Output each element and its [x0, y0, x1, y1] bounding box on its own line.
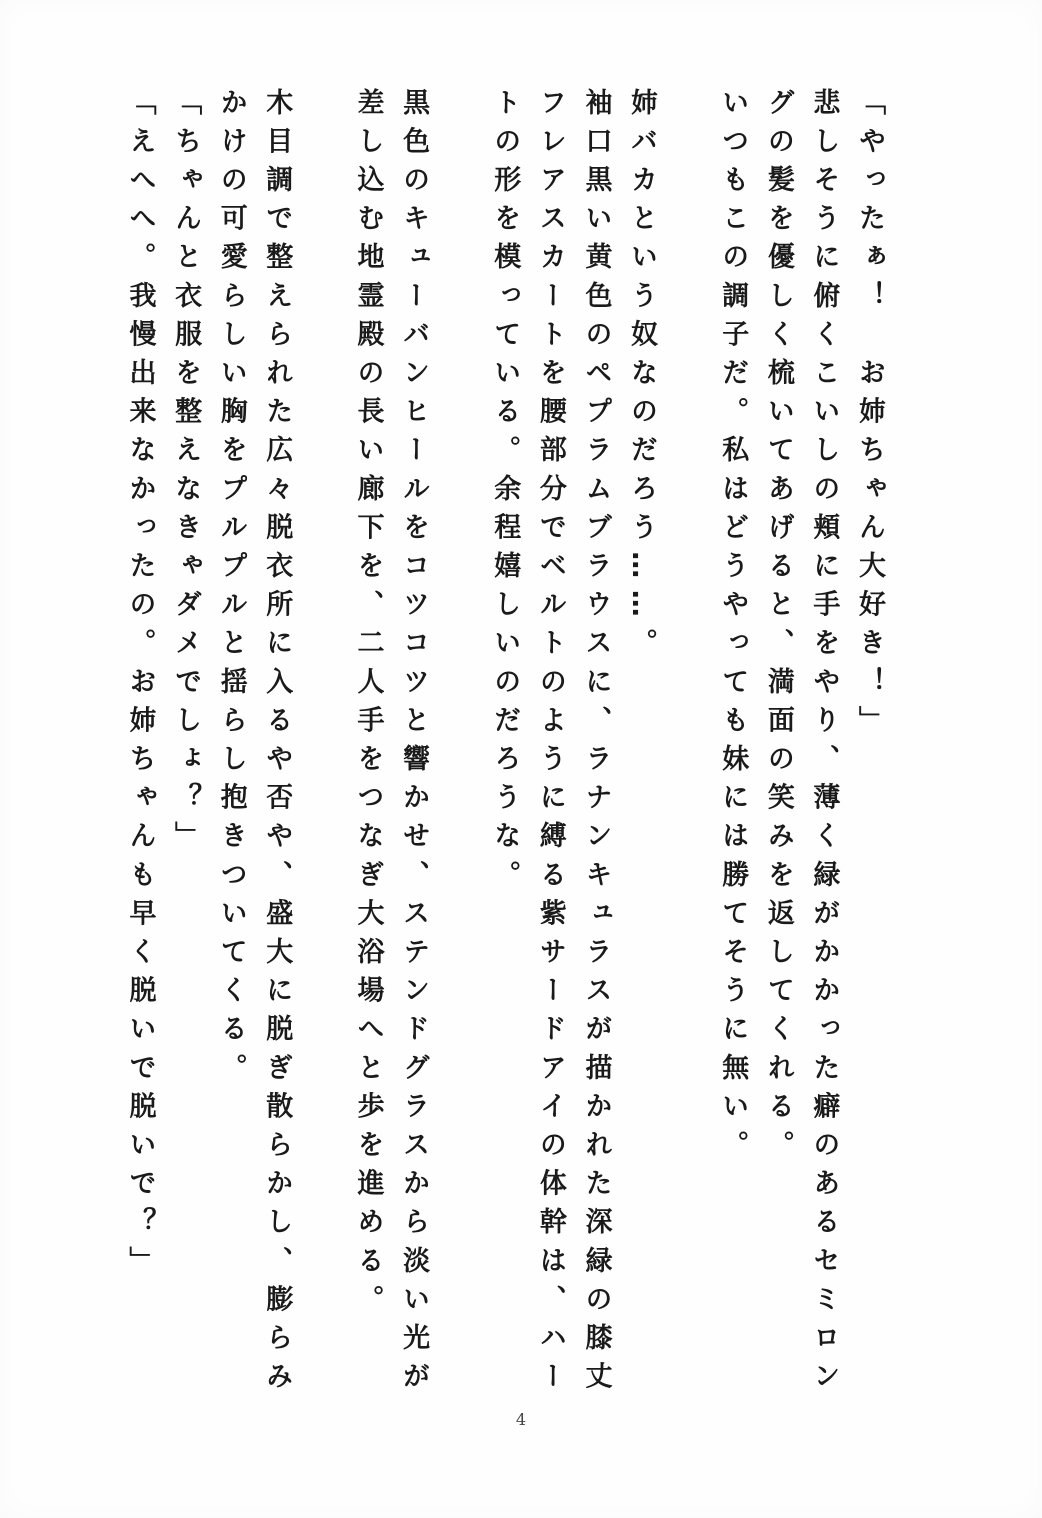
vertical-text-body	[117, 88, 892, 1418]
paragraph-7: 木目調で整えられた広々脱衣所に入るや否や、盛大に脱ぎ散らかし、膨らみかけの可愛らしい胸をプルプルと揺らし抱きついてくる。	[215, 88, 293, 1401]
page-number: 4	[515, 1410, 527, 1429]
paragraph-8: 「ちゃんと衣服を整えなきゃダメでしょ？」	[170, 88, 202, 860]
paragraph-5: 袖口黒い黄色のペプラムブラウスに、ラナンキュラスが描かれた深緑の膝丈フレアスカートを腰部分でベルトのように縛る紫サードアイの体幹は、ハートの形を模っている。余程嬉しいのだろうな。	[489, 88, 612, 1401]
paragraph-9: 「えへへ。我慢出来なかったの。お姉ちゃんも早く脱いで脱いで？」	[124, 88, 156, 1285]
paragraph-1: 「やったぁ！ お姉ちゃん大好き！」	[854, 88, 885, 745]
paragraph-3: いつもこの調子だ。私はどうやっても妹には勝てそうに無い。	[717, 88, 749, 1169]
paragraph-2: 悲しそうに俯くこいしの頬に手をやり、薄く緑がかかった癖のあるセミロングの髪を優しく梳いてあげると、満面の笑みを返してくれる。	[762, 88, 840, 1401]
paragraph-4: 姉バカという奴なのだろう……。	[626, 88, 658, 667]
paragraph-6: 黒色のキューバンヒールをコツコツと響かせ、ステンドグラスから淡い光が差し込む地霊殿の長い廊下を、二人手をつなぎ大浴場へと歩を進める。	[352, 88, 430, 1401]
